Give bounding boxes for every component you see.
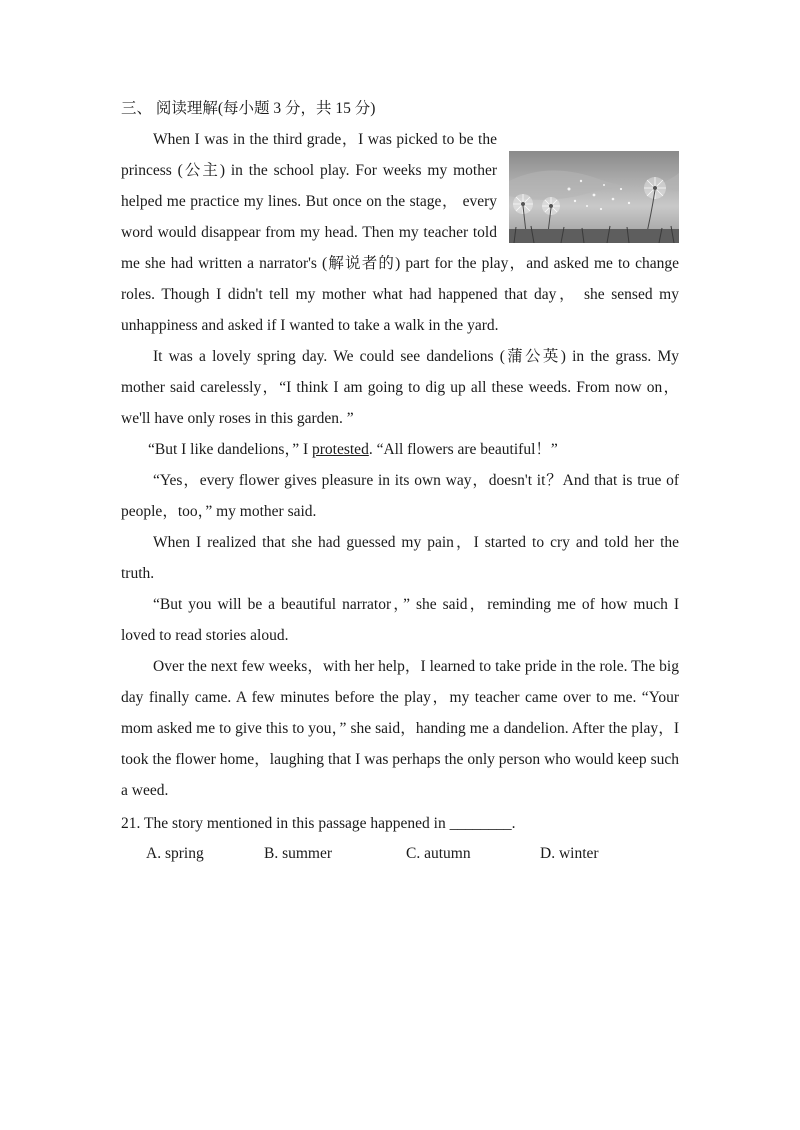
passage-paragraph: When I was in the third grade，I was picked to be the princess (公主) in the school play. For weeks my mother helped me practice my lines. But once on the stage， every word would disappear from my head. Then my teacher told me she had written a narrator's (解说者的) part for the play，and asked me to change roles. Though I didn't tell my mother what had happened that day， she sensed my unhappiness and asked if I wanted to take a walk in the yard. [121,131,679,334]
quote-text: “But I like dandelions，” I [148,441,312,458]
passage-paragraph: When I realized that she had guessed my pain，I started to cry and told her the truth. [121,534,679,582]
passage-paragraph: Over the next few weeks，with her help，I learned to take pride in the role. The big day finally came. A few minutes before the play，my teacher came over to me. “Your mom asked me to give this to you，” she said，handing me a dandelion. After the play，I took the flower home，laughing that I was perhaps the only person who would keep such a weed. [121,658,679,799]
underlined-word: protested [312,441,369,458]
passage-paragraph: It was a lovely spring day. We could see dandelions (蒲公英) in the grass. My mother said carelessly，“I think I am going to dig up all these weeds. From now on，we'll have only roses in this garden. ” [121,348,679,427]
section-heading: 三、 阅读理解(每小题 3 分，共 15 分) [121,100,376,117]
dandelion-photo-icon [509,151,679,243]
reading-passage [121,124,679,806]
passage-paragraph: “But you will be a beautiful narrator，” she said，reminding me of how much I loved to read stories aloud. [121,596,679,644]
passage-paragraph [121,434,679,465]
question-stem: 21. The story mentioned in this passage happened in ________. [121,815,516,832]
quote-text: . “All flowers are beautiful！” [368,441,558,458]
question-21 [121,809,681,869]
option-d[interactable]: D. winter [540,845,599,862]
passage-paragraph: “Yes，every flower gives pleasure in its own way，doesn't it？And that is true of people，too，” my mother said. [121,472,679,520]
answer-options [121,839,681,869]
option-a[interactable]: A. spring [146,845,204,862]
option-c[interactable]: C. autumn [406,845,471,862]
option-b[interactable]: B. summer [264,845,333,862]
